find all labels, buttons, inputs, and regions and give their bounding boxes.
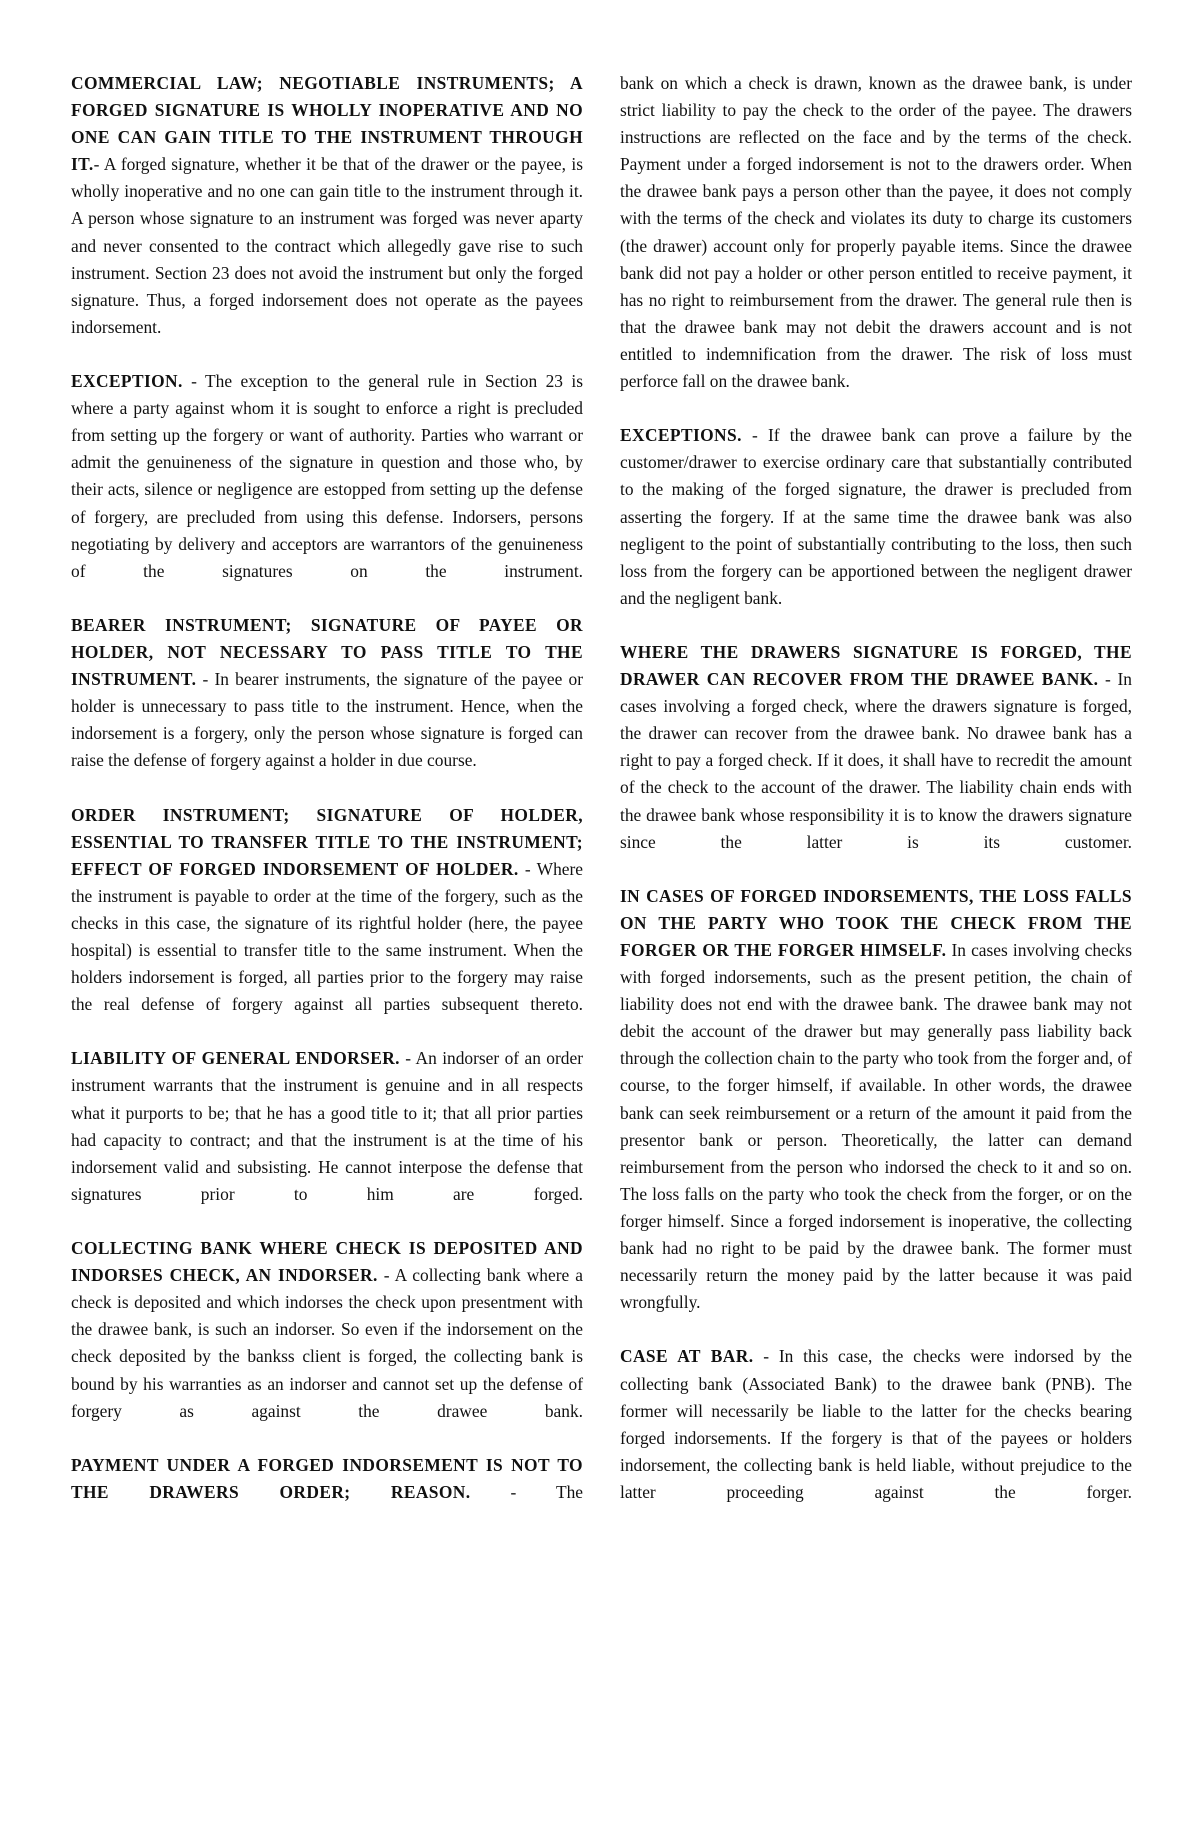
paragraph-heading: EXCEPTION.	[71, 371, 183, 392]
paragraph-body: - An indorser of an order instrument warrants that the instrument is genuine and in all respects what it purports to be; that he has a good title to it; that all prior parties had capacity to contract; and that the instrument is at the time of his indorsement valid and subsisting. He cannot interpose the defense that signatures prior to him are forged.	[71, 1048, 583, 1204]
paragraph-body: - In cases involving a forged check, where the drawers signature is forged, the drawer can recover from the drawee bank. No drawee bank has a right to pay a forged check. If it does, it shall have to recredit the amount of the check to the account of the drawer. The liability chain ends with the drawee bank whose responsibility it is to know the drawers signature since the latter is its customer.	[620, 669, 1132, 852]
paragraph-heading: WHERE THE DRAWERS SIGNATURE IS FORGED, THE DRAWER CAN RECOVER FROM THE DRAWEE BANK.	[620, 641, 1132, 690]
paragraph-payment-forged-indorsement	[71, 1452, 583, 1506]
paragraph-heading: LIABILITY OF GENERAL ENDORSER.	[71, 1048, 400, 1069]
paragraph-exceptions	[620, 422, 1132, 612]
left-column	[71, 70, 583, 1506]
paragraph-body: - A forged signature, whether it be that of the drawer or the payee, is wholly inoperative and no one can gain title to the instrument through it. A person whose signature to an instrument was forged was never aparty and never consented to the contract which allegedly gave rise to such instrument. Section 23 does not avoid the instrument but only the forged signature. Thus, a forged indorsement does not operate as the payees indorsement.	[71, 154, 583, 337]
paragraph-body: In cases involving checks with forged indorsements, such as the present petition, the chain of liability does not end with the drawee bank. The drawee bank may not debit the account of the drawer but may generally pass liability back through the collection chain to the party who took from the forger and, of course, to the forger himself, if available. In other words, the drawee bank can seek reimbursement or a return of the amount it paid from the presentor bank or person. Theoretically, the latter can demand reimbursement from the person who indorsed the check to it and so on. The loss falls on the party who took the check from the forger, or on the forger himself. Since a forged indorsement is inoperative, the collecting bank had no right to be paid by the drawee bank. The former must necessarily return the money paid by the latter because it was paid wrongfully.	[620, 940, 1132, 1313]
paragraph-body: - In bearer instruments, the signature of the payee or holder is unnecessary to pass title to the instrument. Hence, when the indorsement is a forgery, only the person whose signature is forged can raise the defense of forgery against a holder in due course.	[71, 669, 583, 771]
paragraph-forged-indorsements-loss	[620, 883, 1132, 1317]
paragraph-body: - A collecting bank where a check is deposited and which indorses the check upon presentment with the drawee bank, is such an indorser. So even if the indorsement on the check deposited by the bankss client is forged, the collecting bank is bound by his warranties as an indorser and cannot set up the defense of forgery as against the drawee bank.	[71, 1265, 584, 1421]
paragraph-order-instrument	[71, 802, 583, 1019]
paragraph-bearer-instrument	[71, 612, 583, 775]
paragraph-drawers-signature-forged	[620, 639, 1132, 856]
paragraph-forged-signature	[71, 70, 583, 341]
paragraph-collecting-bank	[71, 1235, 583, 1425]
paragraph-exception	[71, 368, 583, 585]
paragraph-heading: IN CASES OF FORGED INDORSEMENTS, THE LOSS FALLS ON THE PARTY WHO TOOK THE CHECK FROM THE FORGER OR THE FORGER HIMSELF.	[620, 885, 1132, 960]
paragraph-drawee-bank-continued	[620, 70, 1132, 395]
paragraph-heading: EXCEPTIONS.	[620, 425, 742, 446]
paragraph-case-at-bar	[620, 1343, 1132, 1506]
right-column	[620, 70, 1132, 1506]
paragraph-body: - The exception to the general rule in Section 23 is where a party against whom it is sought to enforce a right is precluded from setting up the forgery or want of authority. Parties who warrant or admit the genuineness of the signature in question and those who, by their acts, silence or negligence are estopped from setting up the defense of forgery, are precluded from using this defense. Indorsers, persons negotiating by delivery and acceptors are warrantors of the genuineness of the signatures on the instrument.	[71, 371, 583, 581]
paragraph-heading: COMMERCIAL LAW; NEGOTIABLE INSTRUMENTS; A FORGED SIGNATURE IS WHOLLY INOPERATIVE AND NO ONE CAN GAIN TITLE TO THE INSTRUMENT THROUGH IT.	[71, 73, 583, 175]
paragraph-body: bank on which a check is drawn, known as the drawee bank, is under strict liability to pay the check to the order of the payee. The drawers instructions are reflected on the face and by the terms of the check. Payment under a forged indorsement is not to the drawers order. When the drawee bank pays a person other than the payee, it does not comply with the terms of the check and violates its duty to charge its customers (the drawer) account only for properly payable items. Since the drawee bank did not pay a holder or other person entitled to receive payment, it has no right to reimbursement from the drawer. The general rule then is that the drawee bank may not debit the drawers account and is not entitled to indemnification from the drawer. The risk of loss must perforce fall on the drawee bank.	[620, 73, 1132, 392]
paragraph-heading: ORDER INSTRUMENT; SIGNATURE OF HOLDER, ESSENTIAL TO TRANSFER TITLE TO THE INSTRUMENT; EFFECT OF FORGED INDORSEMENT OF HOLDER.	[71, 804, 583, 879]
paragraph-body: - The	[470, 1481, 583, 1502]
paragraph-body: - Where the instrument is payable to order at the time of the forgery, such as the checks in this case, the signature of its rightful holder (here, the payee hospital) is essential to transfer title to the same instrument. When the holders indorsement is forged, all parties prior to the forgery may raise the real defense of forgery against all parties subsequent thereto.	[71, 858, 583, 1015]
paragraph-body: - If the drawee bank can prove a failure by the customer/drawer to exercise ordinary care that substantially contributed to the making of the forged signature, the drawer is precluded from asserting the forgery. If at the same time the drawee bank was also negligent to the point of substantially contributing to the loss, then such loss from the forgery can be apportioned between the negligent drawer and the negligent bank.	[620, 425, 1132, 608]
paragraph-body: - In this case, the checks were indorsed by the collecting bank (Associated Bank) to the drawee bank (PNB). The former will necessarily be liable to the latter for the checks bearing forged indorsements. If the forgery is that of the payees or holders indorsement, the collecting bank is held liable, without prejudice to the latter proceeding against the forger.	[620, 1346, 1132, 1502]
paragraph-general-endorser	[71, 1045, 583, 1208]
paragraph-heading: BEARER INSTRUMENT; SIGNATURE OF PAYEE OR HOLDER, NOT NECESSARY TO PASS TITLE TO THE INSTRUMENT.	[71, 614, 583, 690]
paragraph-heading: COLLECTING BANK WHERE CHECK IS DEPOSITED AND INDORSES CHECK, AN INDORSER.	[71, 1238, 583, 1286]
paragraph-heading: PAYMENT UNDER A FORGED INDORSEMENT IS NOT TO THE DRAWERS ORDER; REASON.	[71, 1454, 583, 1502]
paragraph-heading: CASE AT BAR.	[620, 1346, 754, 1367]
